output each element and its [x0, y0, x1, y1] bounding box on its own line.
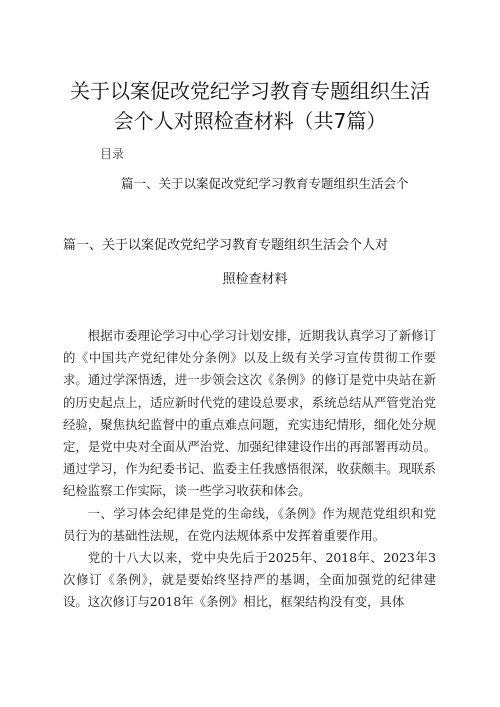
paragraph-3: 党的十八大以来，党中央先后于2025年、2018年、2023年3次修订《条例》，就是要始终坚持严的基调，全面加强党的纪律建设。这次修订与2018年《条例》相比，框架结构没有变，具体	[63, 550, 436, 610]
title-line-1: 关于以案促改党纪学习教育专题组织生活	[70, 79, 430, 103]
document-title	[60, 76, 440, 136]
section-heading: 篇一、关于以案促改党纪学习教育专题组织生活会个人对	[63, 238, 389, 253]
document-body	[63, 325, 436, 614]
paragraph-1: 根据市委理论学习中心学习计划安排，近期我认真学习了新修订的《中国共产党纪律处分条例》以及上级有关学习宣传贯彻工作要求。通过学深悟透，进一步领会这次《条例》的修订是党中央站在新的历史起点上，适应新时代党的建设总要求，系统总结从严管党治党经验，聚焦执纪监督中的重点难点问题，充实违纪情形，细化处分规定，是党中央对全面从严治党、加强纪律建设作出的再部署再动员。通过学习，作为纪委书记、监委主任我感悟很深，收获颇丰。现联系纪检监察工作实际，谈一些学习收获和体会。	[63, 328, 436, 499]
section-heading-continued: 照检查材料	[222, 272, 288, 287]
title-line-2: 会个人对照检查材料（共7篇）	[113, 109, 387, 133]
toc-label: 目录	[100, 147, 125, 161]
paragraph-2: 一、学习体会纪律是党的生命线，《条例》作为规范党组织和党员行为的基础性法规，在党内法规体系中发挥着重要作用。	[63, 505, 436, 543]
toc-item-1[interactable]: 篇一、关于以案促改党纪学习教育专题组织生活会个	[121, 176, 409, 191]
